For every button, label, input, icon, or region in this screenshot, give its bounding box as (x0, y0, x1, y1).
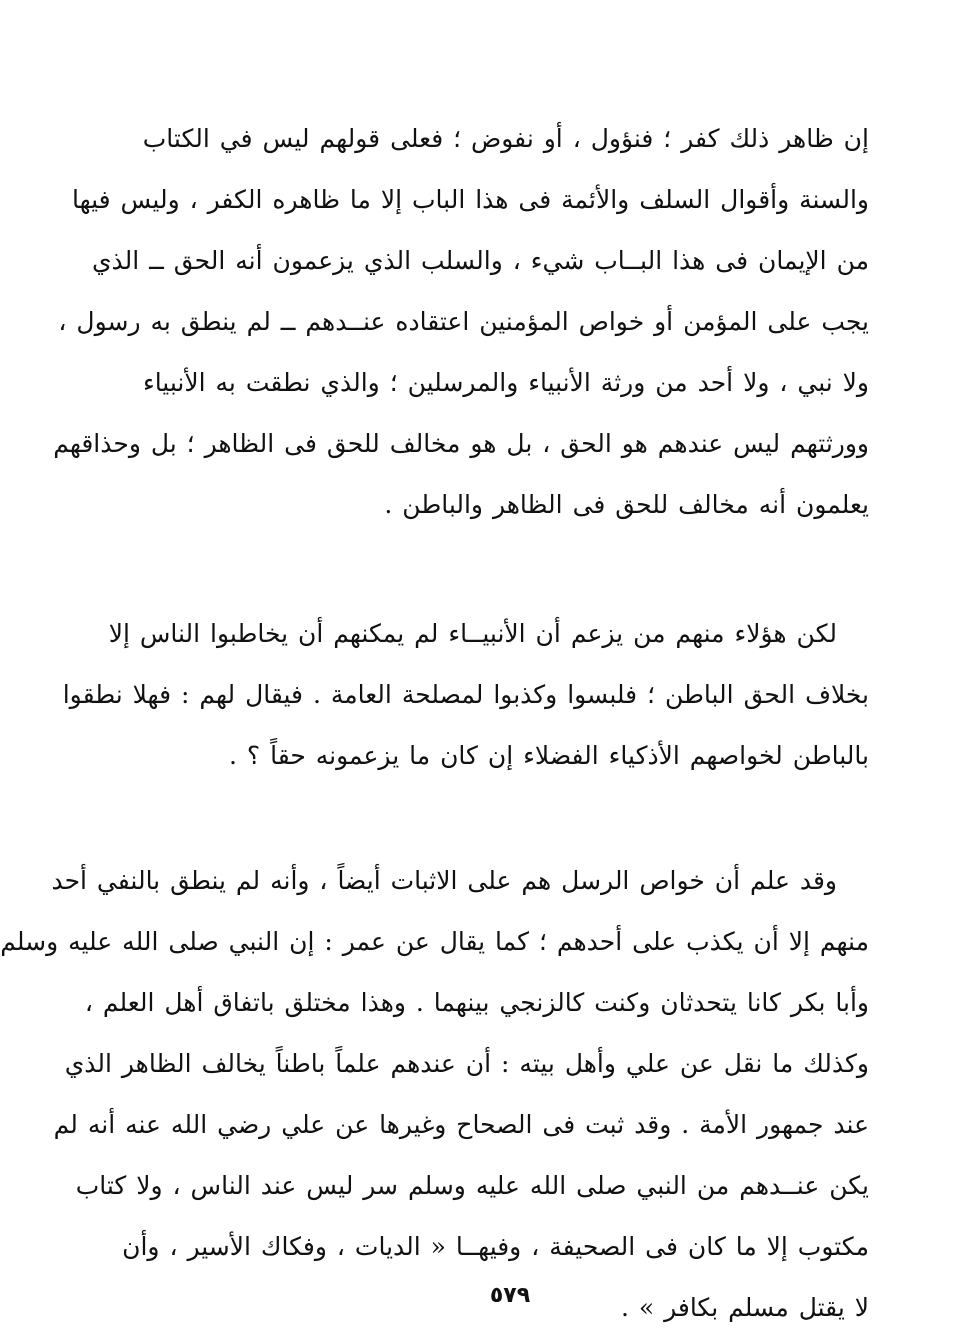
paragraph-spacer (157, 786, 869, 850)
paragraph-2 (62, 603, 869, 786)
text-line: من الإيمان فى هذا البــاب شيء ، والسلب الذي يزعمون أنه الحق ــ الذي (91, 246, 869, 275)
page-number: ٥٧٩ (489, 1283, 531, 1308)
text-line: ولا نبي ، ولا أحد من ورثة الأنبياء والمرسلين ؛ والذي نطقت به الأنبياء (142, 368, 869, 397)
text-line: يكن عنــدهم من النبي صلى الله عليه وسلم سر ليس عند الناس ، ولا كتاب (75, 1171, 869, 1200)
text-line: يعلمون أنه مخالف للحق فى الظاهر والباطن . (384, 490, 869, 519)
text-line: بخلاف الحق الباطن ؛ فلبسوا وكذبوا لمصلحة العامة . فيقال لهم : فهلا نطقوا (62, 680, 869, 709)
paragraph-spacer (157, 535, 869, 603)
text-line: وكذلك ما نقل عن علي وأهل بيته : أن عندهم علماً باطناً يخالف الظاهر الذي (64, 1049, 869, 1078)
text-line: وأبا بكر كانا يتحدثان وكنت كالزنجي بينهما . وهذا مختلق باتفاق أهل العلم ، (84, 988, 869, 1017)
paragraph-3 (0, 850, 869, 1338)
text-line: منهم إلا أن يكذب على أحدهم ؛ كما يقال عن عمر : إن النبي صلى الله عليه وسلم (0, 927, 869, 956)
text-line: لا يقتل مسلم بكافر » . (620, 1293, 869, 1322)
text-line: عند جمهور الأمة . وقد ثبت فى الصحاح وغيرها عن علي رضي الله عنه أنه لم (53, 1110, 869, 1139)
text-line: مكتوب إلا ما كان فى الصحيفة ، وفيهــا « الديات ، وفكاك الأسير ، وأن (122, 1232, 869, 1261)
paragraph-1 (53, 108, 869, 535)
text-line: وورثتهم ليس عندهم هو الحق ، بل هو مخالف للحق فى الظاهر ؛ بل وحذاقهم (53, 429, 869, 458)
text-line: لكن هؤلاء منهم من يزعم أن الأنبيــاء لم يمكنهم أن يخاطبوا الناس إلا (108, 619, 837, 648)
page-body (0, 108, 869, 1338)
text-line: إن ظاهر ذلك كفر ؛ فنؤول ، أو نفوض ؛ فعلى قولهم ليس في الكتاب (142, 124, 869, 153)
text-line: والسنة وأقوال السلف والأئمة فى هذا الباب إلا ما ظاهره الكفر ، وليس فيها (71, 185, 869, 214)
text-line: يجب على المؤمن أو خواص المؤمنين اعتقاده عنــدهم ــ لم ينطق به رسول ، (58, 307, 869, 336)
text-line: بالباطن لخواصهم الأذكياء الفضلاء إن كان ما يزعمونه حقاً ؟ . (229, 741, 869, 770)
text-line: وقد علم أن خواص الرسل هم على الاثبات أيضاً ، وأنه لم ينطق بالنفي أحد (51, 866, 837, 895)
